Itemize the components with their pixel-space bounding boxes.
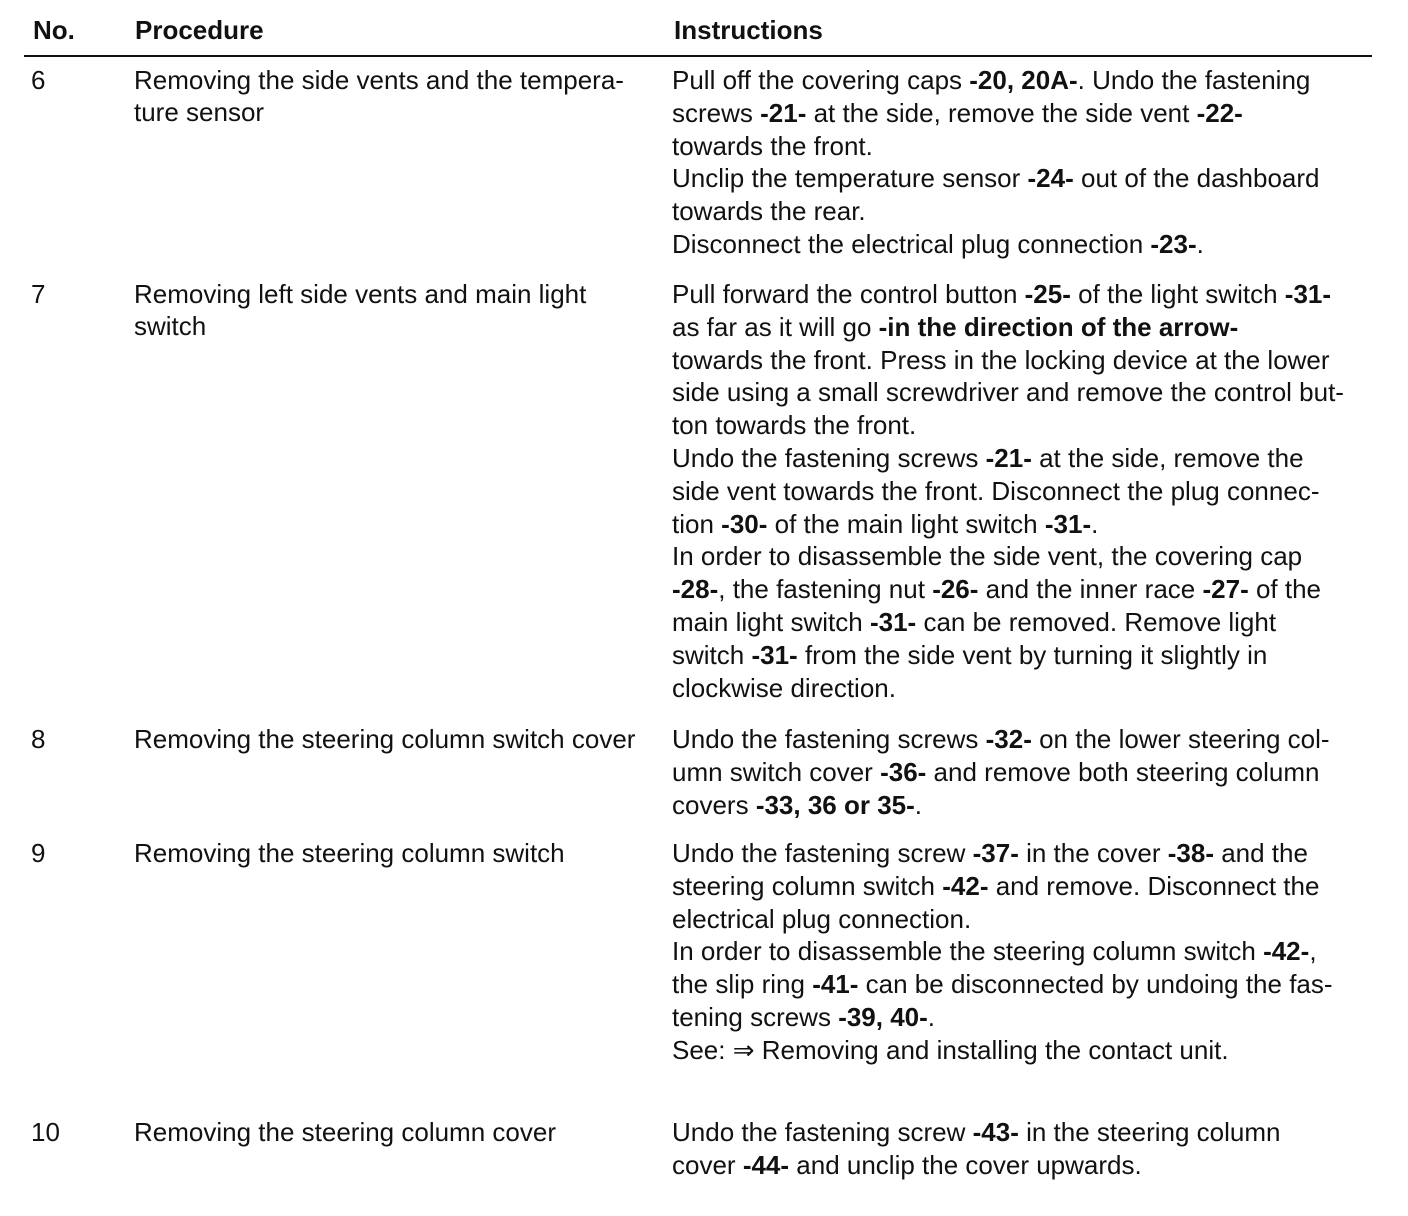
instruction-text: ton towards the front. xyxy=(672,410,917,441)
instruction-line xyxy=(672,723,1367,756)
instruction-text: Undo the fastening screws xyxy=(672,442,986,473)
instruction-text: as far as it will go xyxy=(672,311,879,342)
header-procedure: Procedure xyxy=(135,15,264,45)
instruction-text: can be removed. Remove light xyxy=(916,606,1277,637)
instruction-text: the slip ring xyxy=(672,969,813,1000)
procedure-text xyxy=(134,278,654,342)
procedure-text xyxy=(134,1116,654,1148)
procedure-text xyxy=(134,64,654,128)
instruction-line xyxy=(672,606,1367,639)
instruction-text: of the light switch xyxy=(1070,279,1285,309)
part-reference: -32- xyxy=(985,724,1032,754)
instruction-line xyxy=(672,573,1367,606)
row-number: 9 xyxy=(31,838,46,868)
part-reference: -39, 40- xyxy=(838,1001,928,1032)
instruction-text: . xyxy=(914,789,923,820)
instruction-text: steering column switch xyxy=(672,870,943,901)
part-reference: -in the direction of the arrow- xyxy=(878,311,1239,342)
instruction-text: umn switch cover xyxy=(672,756,881,787)
procedure-line: Removing the steering column switch xyxy=(134,838,565,868)
instruction-line xyxy=(672,756,1367,789)
instruction-line xyxy=(672,540,1367,573)
procedure-line: Removing the steering column cover xyxy=(134,1117,556,1147)
instruction-line xyxy=(672,442,1367,475)
instruction-line xyxy=(672,195,1367,228)
instruction-text: Undo the fastening screw xyxy=(672,1117,973,1147)
part-reference: -25- xyxy=(1024,279,1071,309)
instructions-text xyxy=(672,837,1367,1067)
instruction-text: at the side, remove the xyxy=(1031,442,1304,473)
procedure-text xyxy=(134,837,654,869)
instruction-text: Undo the fastening screws xyxy=(672,724,986,754)
part-reference: -22- xyxy=(1196,97,1243,128)
part-reference: -37- xyxy=(972,838,1019,868)
row-number: 8 xyxy=(31,724,46,754)
instruction-text: , the fastening nut xyxy=(718,574,933,605)
instruction-text: Pull forward the control button xyxy=(672,279,1025,309)
instruction-line xyxy=(672,789,1367,822)
instruction-text: tening screws xyxy=(672,1001,839,1032)
instruction-text: . xyxy=(1196,228,1204,259)
instruction-text: at the side, remove the side vent xyxy=(806,97,1197,128)
instructions-text xyxy=(672,278,1367,704)
part-reference: -30- xyxy=(721,508,768,539)
instruction-text: towards the front. Press in the locking device at the lower xyxy=(672,344,1330,375)
procedure-line: switch xyxy=(134,311,207,341)
instruction-text: side vent towards the front. Disconnect the plug connec- xyxy=(672,475,1320,506)
header-instructions: Instructions xyxy=(674,15,823,45)
part-reference: -31- xyxy=(1044,508,1092,539)
part-reference: -28- xyxy=(672,574,719,605)
instruction-text: towards the rear. xyxy=(672,196,866,227)
instruction-text: and the xyxy=(1213,838,1308,868)
row-number: 6 xyxy=(31,65,46,95)
instruction-text: See: ⇒ Removing and installing the contact unit. xyxy=(672,1034,1229,1065)
instructions-text xyxy=(672,1116,1367,1182)
instruction-text: Unclip the temperature sensor xyxy=(672,163,1028,194)
instruction-line xyxy=(672,968,1367,1001)
instruction-text: out of the dashboard xyxy=(1073,163,1320,194)
instruction-text: of the main light switch xyxy=(767,508,1045,539)
instruction-line xyxy=(672,1034,1367,1067)
instruction-text: screws xyxy=(672,97,761,128)
instruction-text: switch xyxy=(672,639,752,670)
instruction-line xyxy=(672,64,1367,97)
instruction-line xyxy=(672,475,1367,508)
instruction-line xyxy=(672,278,1367,311)
part-reference: -26- xyxy=(932,574,979,605)
instruction-text: Disconnect the electrical plug connection xyxy=(672,228,1151,259)
instruction-text: clockwise direction. xyxy=(672,672,896,703)
procedure-line: Removing the side vents and the tempera- xyxy=(134,65,624,95)
instruction-text: can be disconnected by undoing the fas- xyxy=(858,969,1333,1000)
part-reference: -21- xyxy=(760,97,807,128)
part-reference: -31- xyxy=(1284,279,1332,309)
instruction-text: Pull off the covering caps xyxy=(672,65,970,95)
instruction-line xyxy=(672,344,1367,377)
part-reference: -23- xyxy=(1150,228,1197,259)
instruction-line xyxy=(672,97,1367,130)
instruction-text: In order to disassemble the side vent, the covering cap xyxy=(672,541,1303,572)
instruction-text: . Undo the fastening xyxy=(1077,65,1311,95)
part-reference: -31- xyxy=(869,606,917,637)
procedure-line: Removing left side vents and main light xyxy=(134,279,587,309)
instruction-text: and remove both steering column xyxy=(926,756,1320,787)
procedure-line: Removing the steering column switch cover xyxy=(134,724,636,754)
instructions-text xyxy=(672,64,1367,261)
instruction-text: . xyxy=(927,1001,936,1032)
header-no: No. xyxy=(33,15,75,45)
instruction-line xyxy=(672,1149,1367,1182)
part-reference: -44- xyxy=(742,1149,790,1180)
instruction-text: electrical plug connection. xyxy=(672,903,972,934)
instruction-text: , xyxy=(1309,936,1317,967)
part-reference: -42- xyxy=(942,870,989,901)
part-reference: -31- xyxy=(751,639,798,670)
instruction-text: from the side vent by turning it slightly in xyxy=(797,639,1268,670)
part-reference: -27- xyxy=(1202,574,1249,605)
part-reference: -42- xyxy=(1263,936,1310,967)
instruction-line xyxy=(672,639,1367,672)
instruction-text: covers xyxy=(672,789,756,820)
instruction-text: and remove. Disconnect the xyxy=(988,870,1320,901)
part-reference: -36- xyxy=(880,756,927,787)
part-reference: -33, 36 or 35- xyxy=(755,789,915,820)
instruction-line xyxy=(672,376,1367,409)
instruction-text: towards the front. xyxy=(672,130,873,161)
row-number: 7 xyxy=(31,279,46,309)
row-number: 10 xyxy=(31,1117,60,1147)
instruction-text: In order to disassemble the steering column switch xyxy=(672,936,1264,967)
part-reference: -41- xyxy=(812,969,859,1000)
instruction-line xyxy=(672,870,1367,903)
instruction-text: in the cover xyxy=(1018,838,1168,868)
instruction-text: and unclip the cover upwards. xyxy=(789,1149,1142,1180)
instruction-line xyxy=(672,837,1367,870)
instruction-text: cover xyxy=(672,1149,743,1180)
instruction-line xyxy=(672,508,1367,541)
procedure-text xyxy=(134,723,654,755)
instruction-text: tion xyxy=(672,508,722,539)
header-rule xyxy=(24,55,1372,57)
instruction-line xyxy=(672,311,1367,344)
instructions-text xyxy=(672,723,1367,821)
instruction-text: in the steering column xyxy=(1018,1117,1281,1147)
instruction-text: on the lower steering col- xyxy=(1031,724,1330,754)
part-reference: -21- xyxy=(985,442,1032,473)
instruction-line xyxy=(672,228,1367,261)
instruction-line xyxy=(672,130,1367,163)
instruction-line xyxy=(672,409,1367,442)
instruction-line xyxy=(672,1001,1367,1034)
instruction-line xyxy=(672,935,1367,968)
instruction-line xyxy=(672,672,1367,705)
instruction-line xyxy=(672,903,1367,936)
instruction-text: side using a small screwdriver and remove the control but- xyxy=(672,377,1344,408)
instruction-line xyxy=(672,1116,1367,1149)
instruction-text: and the inner race xyxy=(978,574,1203,605)
instruction-text: main light switch xyxy=(672,606,870,637)
instruction-text: . xyxy=(1091,508,1099,539)
part-reference: -43- xyxy=(972,1117,1019,1147)
instruction-text: Undo the fastening screw xyxy=(672,838,973,868)
procedure-line: ture sensor xyxy=(134,97,265,127)
part-reference: -38- xyxy=(1167,838,1214,868)
part-reference: -24- xyxy=(1027,163,1074,194)
instruction-line xyxy=(672,162,1367,195)
instruction-text: of the xyxy=(1248,574,1322,605)
part-reference: -20, 20A- xyxy=(969,65,1078,95)
